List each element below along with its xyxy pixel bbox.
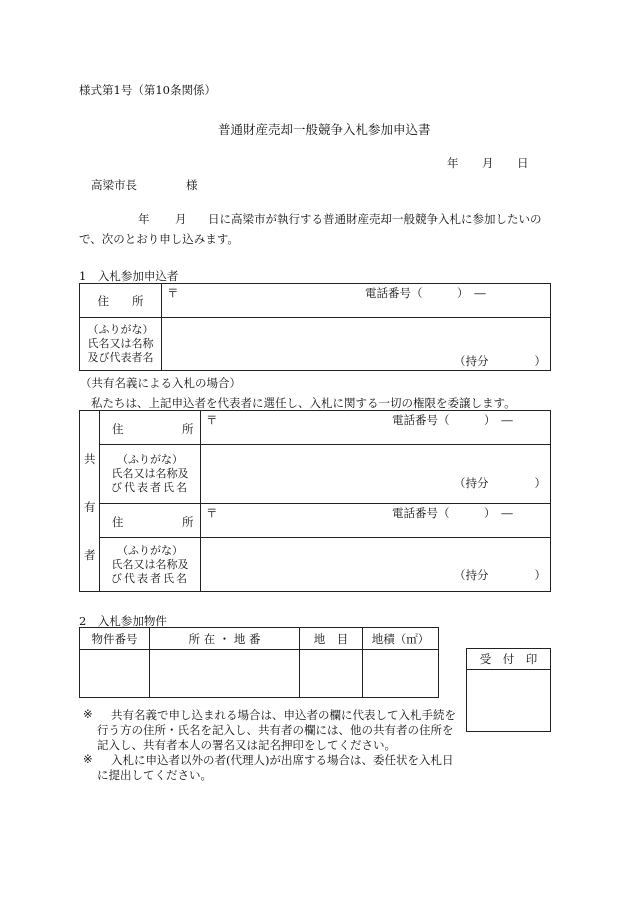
joint-address-label-a-1: 住 (112, 422, 124, 436)
postal-mark: 〒 (167, 286, 179, 300)
joint-address-label-cell-1 (100, 411, 201, 445)
applicant-name-label-cell (80, 318, 162, 371)
section1-heading: 1 入札参加申込者 (79, 269, 179, 283)
reception-stamp-area (467, 670, 551, 732)
joint-owner-table (79, 410, 551, 592)
reception-stamp-box (466, 648, 551, 732)
joint-side-char-1: 共 (84, 452, 96, 466)
joint-share-label-2: （持分 ） (454, 568, 546, 582)
form-number: 様式第1号（第10条関係） (79, 83, 216, 97)
joint-share-label-1: （持分 ） (454, 476, 546, 490)
joint-side-label (80, 411, 100, 592)
applicant-address-label: 住 所 (97, 293, 144, 308)
applicant-table (79, 283, 551, 371)
joint-name-label-2a: 氏名又は名称及 (111, 557, 189, 571)
applicant-name-label-2: 及び代表者名 (87, 351, 154, 364)
location-lot-cell[interactable] (150, 650, 300, 698)
note-1-line-3: 記入し、共有者本人の署名又は記名押印をしてください。 (97, 738, 396, 752)
joint-address-cell-2[interactable] (201, 504, 551, 538)
joint-phone-label-2: 電話番号（ ） ― (392, 506, 513, 520)
intro-month: 月 (175, 212, 187, 226)
joint-delegation: 私たちは、上記申込者を代表者に選任し、入札に関する一切の権限を委譲します。 (91, 396, 516, 410)
reception-stamp-label: 受 付 印 (467, 649, 551, 670)
date-year: 年 (447, 156, 459, 170)
joint-name-label-1a: 氏名又は名称及 (111, 467, 189, 480)
joint-address-cell-1[interactable] (201, 411, 551, 445)
intro-year: 年 (138, 212, 150, 226)
joint-name-label-2b: び代表者氏名 (111, 571, 189, 585)
joint-side-char-3: 者 (84, 548, 96, 562)
joint-furigana-label-2: （ふりがな） (117, 543, 183, 557)
applicant-name-label-1: 氏名又は名称 (87, 337, 154, 350)
col-property-number: 物件番号 (80, 628, 150, 650)
land-category-cell[interactable] (300, 650, 363, 698)
note-2-line-1: 入札に申込者以外の者(代理人)が出席する場合は、委任状を入札日 (111, 753, 454, 767)
col-land-category: 地 目 (300, 628, 363, 650)
note-2-mark: ※ (83, 752, 93, 766)
section2-heading: 2 入札参加物件 (79, 614, 167, 628)
joint-side-char-2: 有 (84, 500, 96, 514)
property-number-cell[interactable] (80, 650, 150, 698)
col-area: 地積（㎡） (363, 628, 439, 650)
form-title: 普通財産売却一般競争入札参加申込書 (218, 122, 431, 137)
date-month: 月 (482, 156, 494, 170)
joint-postal-mark-1: 〒 (206, 413, 218, 427)
addressee-name: 高梁市長 (91, 178, 137, 192)
property-table (79, 627, 439, 698)
intro-line2: で、次のとおり申し込みます。 (79, 232, 239, 246)
applicant-share-label: （持分 ） (454, 354, 546, 368)
joint-name-label-cell-1 (100, 445, 201, 504)
joint-address-label-b-2: 所 (182, 515, 194, 529)
joint-furigana-label-1: （ふりがな） (117, 453, 183, 466)
area-cell[interactable] (363, 650, 439, 698)
note-1-line-1: 共有名義で申し込まれる場合は、申込者の欄に代表して入札手続を (111, 708, 456, 722)
joint-address-label-b-1: 所 (182, 422, 194, 436)
applicant-phone-label: 電話番号（ ） ― (365, 286, 486, 300)
addressee-honorific: 様 (186, 178, 198, 192)
note-2-line-2: に提出してください。 (97, 768, 212, 782)
applicant-address-label-cell (80, 284, 162, 318)
date-day: 日 (517, 156, 529, 170)
joint-postal-mark-2: 〒 (206, 506, 218, 520)
intro-line1: 日に高梁市が執行する普通財産売却一般競争入札に参加したいの (208, 212, 542, 226)
col-location-lot: 所 在 ・ 地 番 (150, 628, 300, 650)
joint-address-label-a-2: 住 (112, 515, 124, 529)
applicant-address-cell[interactable] (162, 284, 551, 318)
joint-name-cell-1[interactable] (201, 445, 551, 504)
joint-name-cell-2[interactable] (201, 538, 551, 592)
note-1-mark: ※ (83, 707, 93, 721)
applicant-furigana-label: （ふりがな） (87, 323, 154, 336)
joint-name-label-cell-2 (100, 538, 201, 592)
joint-address-label-cell-2 (100, 504, 201, 538)
joint-note: （共有名義による入札の場合） (80, 376, 241, 390)
joint-name-label-1b: び代表者氏名 (111, 481, 189, 494)
joint-phone-label-1: 電話番号（ ） ― (392, 413, 513, 427)
note-1-line-2: 行う方の住所・氏名を記入し、共有者の欄には、他の共有者の住所を (97, 723, 454, 737)
applicant-name-cell[interactable] (162, 318, 551, 371)
